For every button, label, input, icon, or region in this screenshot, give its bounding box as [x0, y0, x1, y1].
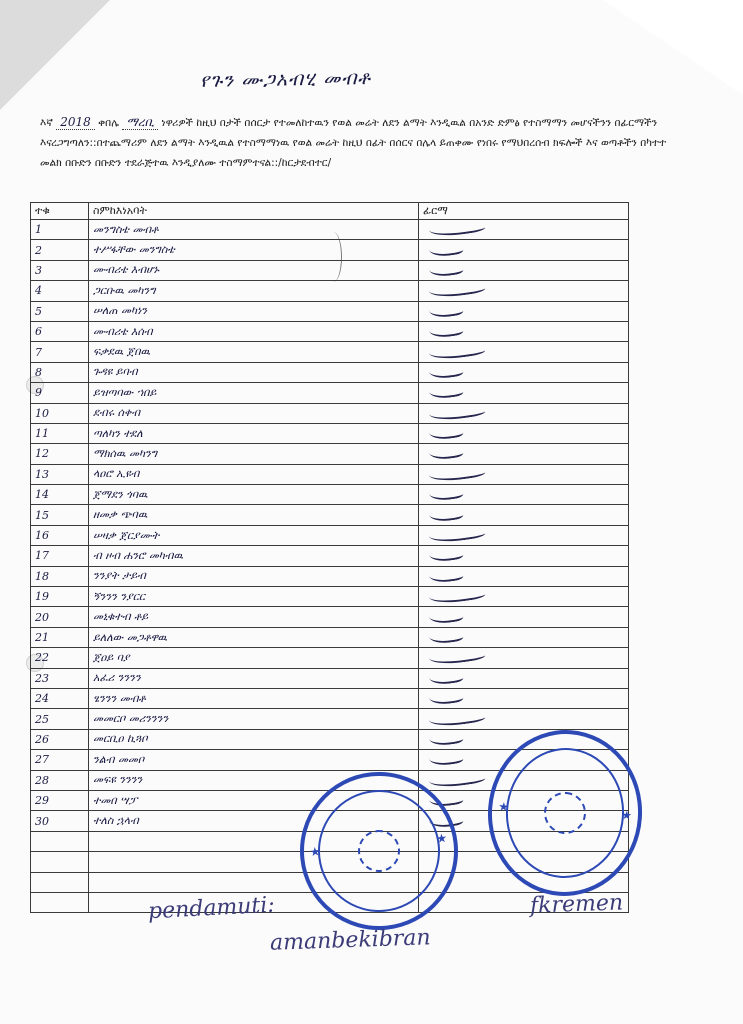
signature-mark [428, 403, 485, 423]
row-number: 2 [31, 240, 89, 260]
star-icon: ★ [309, 844, 322, 860]
signature-cell [419, 627, 629, 647]
member-name: ጀዐይ ባያ [89, 648, 419, 668]
signature-cell [419, 648, 629, 668]
row-number: 7 [31, 342, 89, 362]
signature-mark [428, 260, 464, 278]
star-icon: ★ [497, 799, 510, 815]
table-row [31, 627, 629, 647]
signature-mark [428, 301, 464, 319]
signature-cell [419, 688, 629, 708]
signature-cell [419, 423, 629, 443]
signature-mark [428, 342, 485, 362]
signature-mark [428, 321, 464, 339]
signature-mark [428, 627, 464, 645]
row-number: 25 [31, 709, 89, 729]
signature-mark [428, 729, 464, 747]
table-row [31, 403, 629, 423]
table-row [31, 423, 629, 443]
row-number: 16 [31, 525, 89, 545]
signature-mark [428, 750, 464, 768]
signature-mark [428, 444, 464, 462]
header-number: ተቁ [31, 203, 89, 220]
signature-mark [428, 281, 485, 301]
signature-mark [428, 607, 464, 625]
table-row [31, 525, 629, 545]
row-number: 30 [31, 811, 89, 831]
row-number: 12 [31, 444, 89, 464]
member-name: ደብሩ ሰቀብ [89, 403, 419, 423]
signature-mark [428, 566, 464, 584]
member-name: መንግስቴ መብቶ [89, 220, 419, 240]
signature-mark [428, 485, 464, 503]
row-number [31, 892, 89, 912]
table-row [31, 648, 629, 668]
handwritten-signature: pendamuti: [147, 892, 276, 925]
member-name: ጉዳዩ ይባብ [89, 362, 419, 382]
kebele-label: ቀበሌ [98, 117, 119, 129]
member-name: ተሥፋቸው መንግስቴ [89, 240, 419, 260]
member-name: ጋርቡዉ መካንግ [89, 281, 419, 301]
member-name: መመርቦ መሪንንንን [89, 709, 419, 729]
table-row [31, 342, 629, 362]
member-name: ሠለጠ መካነን [89, 301, 419, 321]
row-number: 21 [31, 627, 89, 647]
row-number: 1 [31, 220, 89, 240]
table-row [31, 281, 629, 301]
signature-mark [428, 525, 485, 545]
member-name: መርቢዐ ኪጓቦ [89, 729, 419, 749]
signature-cell [419, 607, 629, 627]
member-name: ኝንንን ንያርር [89, 587, 419, 607]
signature-mark [428, 688, 464, 706]
handwritten-signature: fkremen [529, 890, 624, 919]
member-name: ፍቃደዉ ጀበዉ [89, 342, 419, 362]
folded-corner [603, 0, 743, 95]
member-name: ጣለካን ተደለ [89, 423, 419, 443]
member-name: ሠዛቃ ጀርያሙት [89, 525, 419, 545]
member-name: ይለለው መጋቶዋዉ [89, 627, 419, 647]
intro-paragraph [40, 112, 680, 173]
row-number: 6 [31, 321, 89, 341]
member-name: ጀማደን ጎባዉ [89, 485, 419, 505]
member-name: ፄንንን መብቶ [89, 688, 419, 708]
signature-mark [428, 770, 485, 790]
signature-mark [428, 383, 464, 401]
table-row [31, 240, 629, 260]
row-number: 8 [31, 362, 89, 382]
member-name: ንልብ መመቦ [89, 750, 419, 770]
table-row [31, 301, 629, 321]
row-number: 3 [31, 260, 89, 280]
table-row [31, 260, 629, 280]
member-name: ላዐሮ ኢዩብ [89, 464, 419, 484]
signature-cell [419, 383, 629, 403]
signature-cell [419, 485, 629, 505]
signature-cell [419, 546, 629, 566]
signature-cell [419, 587, 629, 607]
stamp-emblem-icon [543, 791, 588, 836]
signature-cell [419, 240, 629, 260]
header-name: ስምከእነአባት [89, 203, 419, 220]
table-row [31, 464, 629, 484]
row-number: 9 [31, 383, 89, 403]
stamp-emblem-icon [356, 828, 402, 874]
row-number: 13 [31, 464, 89, 484]
row-number: 26 [31, 729, 89, 749]
signature-cell [419, 444, 629, 464]
row-number [31, 852, 89, 872]
table-row [31, 362, 629, 382]
table-header-row [31, 203, 629, 220]
signature-cell [419, 525, 629, 545]
row-number: 14 [31, 485, 89, 505]
signature-cell [419, 321, 629, 341]
table-row [31, 383, 629, 403]
signature-cell [419, 709, 629, 729]
signature-cell [419, 566, 629, 586]
table-row [31, 321, 629, 341]
member-name: ማክሰዉ መካንግ [89, 444, 419, 464]
table-row [31, 444, 629, 464]
row-number: 10 [31, 403, 89, 423]
row-number [31, 872, 89, 892]
row-number: 24 [31, 688, 89, 708]
table-row [31, 607, 629, 627]
member-name: ብ ዞብ ሐንሮ መካብዉ [89, 546, 419, 566]
member-name: ሙብሪቴ እብሆኑ [89, 260, 419, 280]
row-number: 23 [31, 668, 89, 688]
row-number: 15 [31, 505, 89, 525]
signature-mark [428, 423, 464, 441]
signature-mark [428, 362, 464, 380]
member-name: ተመበ ሣፓ [89, 790, 419, 810]
scan-shadow [0, 0, 110, 110]
signature-cell [419, 668, 629, 688]
signature-mark [428, 464, 485, 484]
member-name: ንንያት ታይብ [89, 566, 419, 586]
signature-mark [428, 505, 464, 523]
signature-mark [428, 709, 485, 729]
handwritten-signature: amanbekibran [269, 925, 432, 956]
signature-mark [428, 546, 464, 564]
signature-cell [419, 342, 629, 362]
signature-cell [419, 505, 629, 525]
table-row [31, 505, 629, 525]
star-icon: ★ [620, 807, 633, 823]
table-row [31, 709, 629, 729]
table-row [31, 668, 629, 688]
member-name: ይዝጣባው ኀበይ [89, 383, 419, 403]
member-name: መፍዩ ንንንን [89, 770, 419, 790]
row-number: 27 [31, 750, 89, 770]
row-number: 18 [31, 566, 89, 586]
signature-mark [428, 587, 485, 607]
row-number: 28 [31, 770, 89, 790]
row-number: 19 [31, 587, 89, 607]
signature-cell [419, 464, 629, 484]
signature-cell [419, 301, 629, 321]
kebele-value: ማረቢ [122, 115, 158, 130]
intro-prefix: እኛ [40, 117, 53, 129]
member-name: መኒቁተብ ቶይ [89, 607, 419, 627]
intro-body: ነዋሪዎች ከዚህ በታች በሰርታ የተመለከተዉን የወል መሬት ለደን ልማት እንዲዉል በአንድ ድምፅ የተስማማን መሆናችንን በፊርማችን እናረጋግጣለን::በተጨማሪም ለደን ልማት እንዲዉል የተስማማነዉ የወል መሬት ከዚህ በፊት በሰርና በሌላ ይጠቀሙ የነበሩ የማህበረሰብ ክፍሎች እና ወጣቶችን በካተተ መልክ በቡድን በቡድን ተደራጅተዉ እንዲያለሙ ተስማምተናል::/ከርታደብተር/ [40, 117, 667, 169]
row-number: 4 [31, 281, 89, 301]
table-row [31, 688, 629, 708]
table-row [31, 546, 629, 566]
document-title: የጉን ሙጋአብሂ መብቶ [199, 66, 372, 92]
table-row [31, 587, 629, 607]
table-row [31, 220, 629, 240]
member-name: ሙብሪቴ እሰብ [89, 321, 419, 341]
member-name: አፈሪ ንንንን [89, 668, 419, 688]
intro-year: 2018 [56, 115, 95, 130]
signature-cell [419, 281, 629, 301]
signature-mark [428, 220, 485, 240]
row-number: 5 [31, 301, 89, 321]
row-number: 17 [31, 546, 89, 566]
table-row [31, 485, 629, 505]
signature-mark [428, 240, 464, 258]
signature-cell [419, 220, 629, 240]
signature-mark [428, 668, 464, 686]
row-number: 29 [31, 790, 89, 810]
header-signature: ፊርማ [419, 203, 629, 220]
signature-cell [419, 362, 629, 382]
row-number [31, 831, 89, 851]
member-name: ዘመቃ ጭባዉ [89, 505, 419, 525]
signature-mark [428, 648, 485, 668]
signature-cell [419, 260, 629, 280]
row-number: 22 [31, 648, 89, 668]
table-row [31, 566, 629, 586]
member-name: ተለስ ኋላብ [89, 811, 419, 831]
row-number: 20 [31, 607, 89, 627]
row-number: 11 [31, 423, 89, 443]
star-icon: ★ [435, 830, 448, 846]
signature-cell [419, 403, 629, 423]
